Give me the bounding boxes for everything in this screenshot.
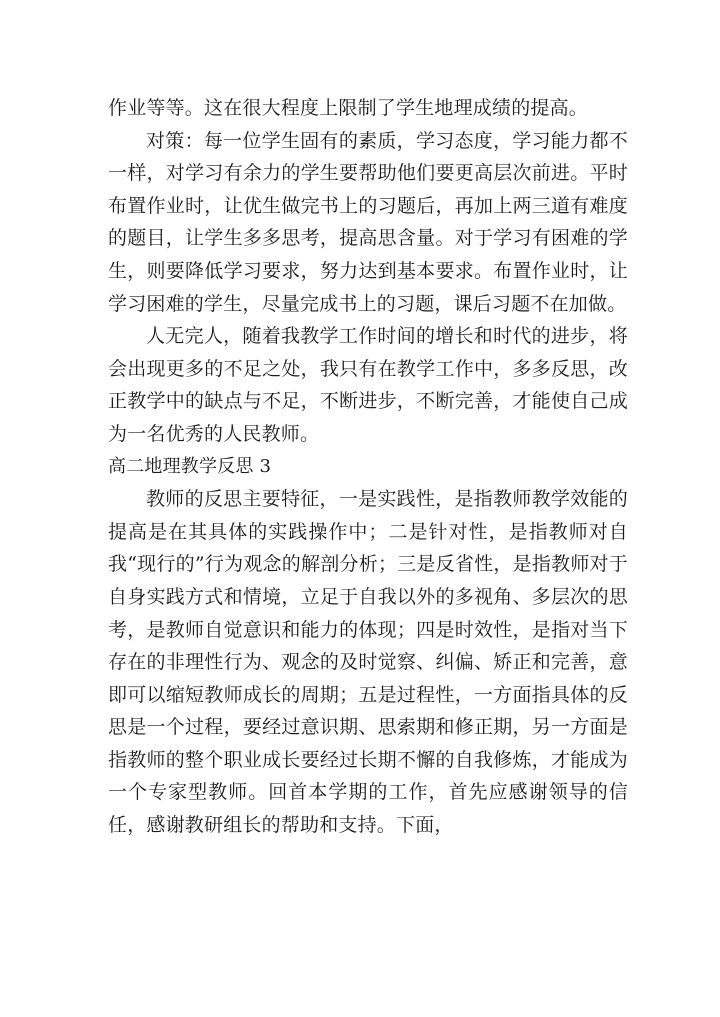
paragraph-1: 作业等等。这在很大程度上限制了学生地理成绩的提高。 bbox=[108, 97, 589, 119]
section-heading: 高二地理教学反思 3 bbox=[108, 455, 272, 477]
paragraph-3: 人无完人，随着我教学工作时间的增长和时代的进步，将会出现更多的不足之处，我只有在教学工作中，多多反思，改正教学中的缺点与不足，不断进步，不断完善，才能使自己成为一名优秀的人民教师。 bbox=[108, 325, 628, 445]
document-page bbox=[108, 92, 628, 842]
paragraph-2: 对策：每一位学生固有的素质，学习态度，学习能力都不一样，对学习有余力的学生要帮助他们要更高层次前进。平时布置作业时，让优生做完书上的习题后，再加上两三道有难度的题目，让学生多多思考，提高思含量。对于学习有困难的学生，则要降低学习要求，努力达到基本要求。布置作业时，让学习困难的学生，尽量完成书上的习题，课后习题不在加做。 bbox=[108, 129, 628, 315]
section-paragraph-1: 教师的反思主要特征，一是实践性，是指教师教学效能的提高是在其具体的实践操作中；二是针对性，是指教师对自我“现行的”行为观念的解剖分析；三是反省性，是指教师对于自身实践方式和情境，立足于自我以外的多视角、多层次的思考，是教师自觉意识和能力的体现；四是时效性，是指对当下存在的非理性行为、观念的及时觉察、纠偏、矫正和完善，意即可以缩短教师成长的周期；五是过程性，一方面指具体的反思是一个过程，要经过意识期、思索期和修正期，另一方面是指教师的整个职业成长要经过长期不懈的自我修炼，才能成为一个专家型教师。回首本学期的工作，首先应感谢领导的信任，感谢教研组长的帮助和支持。下面， bbox=[108, 488, 628, 837]
